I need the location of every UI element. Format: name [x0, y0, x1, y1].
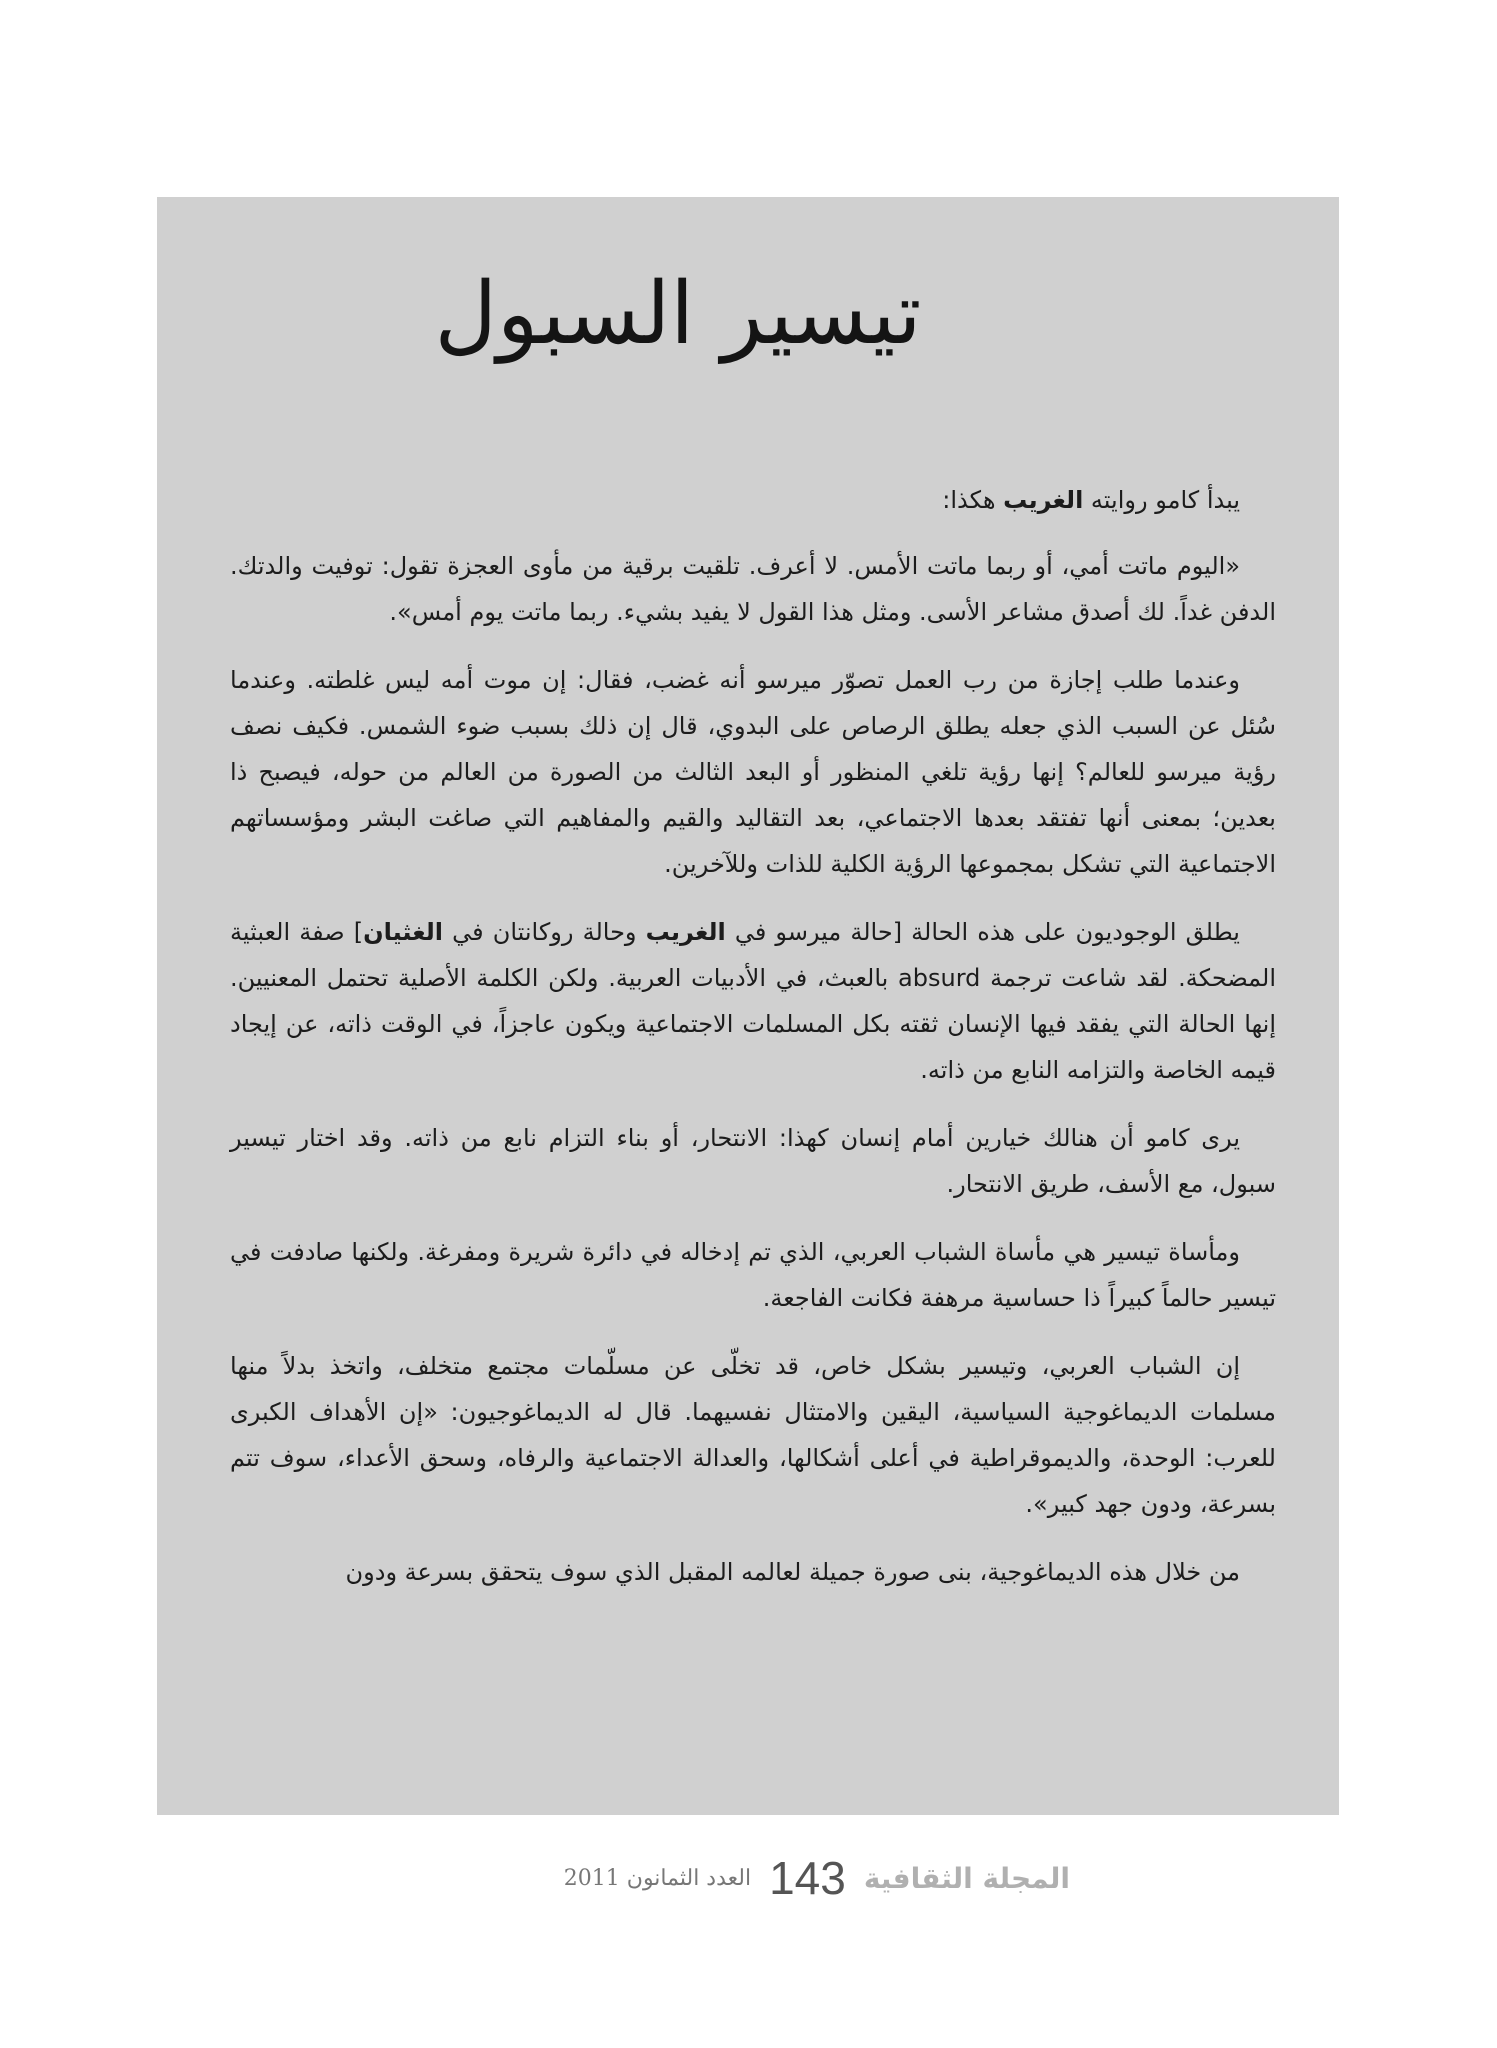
article-body: [230, 477, 1276, 1617]
article-title: تيسير السبول: [434, 264, 922, 364]
para3-part4: بالعبث، في الأدبيات العربية. ولكن الكلمة الأصلية تحتمل المعنيين. إنها الحالة التي يفقد فيها الإنسان ثقته بكل المسلمات الاجتماعية ويكون عاجزاً، في الوقت ذاته، عن إيجاد قيمه الخاصة والتزامه النابع من ذاته.: [230, 964, 1276, 1084]
page-footer: [430, 1853, 1070, 1903]
meursault-paragraph: وعندما طلب إجازة من رب العمل تصوّر ميرسو أنه غضب، فقال: إن موت أمه ليس غلطته. وعندما سُئل عن السبب الذي جعله يطلق الرصاص على البدوي، قال إن ذلك بسبب ضوء الشمس. فكيف نصف رؤية ميرسو للعالم؟ إنها رؤية تلغي المنظور أو البعد الثالث من الصورة من العالم من حوله، فيصبح ذا بعدين؛ بمعنى أنها تفتقد بعدها الاجتماعي، بعد التقاليد والقيم والمفاهيم التي صاغت البشر ومؤسساتهم الاجتماعية التي تشكل بمجموعها الرؤية الكلية للذات وللآخرين.: [230, 666, 1276, 878]
novel-title-stranger-2: الغريب: [645, 918, 726, 946]
arab-youth-paragraph: إن الشباب العربي، وتيسير بشكل خاص، قد تخلّى عن مسلّمات مجتمع متخلف، واتخذ بدلاً منها مسلمات الديماغوجية السياسية، اليقين والامتثال نفسيهما. قال له الديماغوجيون: «إن الأهداف الكبرى للعرب: الوحدة، والديموقراطية في أعلى أشكالها، والعدالة الاجتماعية والرفاه، وسحق الأعداء، سوف تتم بسرعة، ودون جهد كبير».: [230, 1352, 1276, 1518]
tragedy-paragraph: ومأساة تيسير هي مأساة الشباب العربي، الذي تم إدخاله في دائرة شريرة ومفرغة. ولكنها صادفت في تيسير حالماً كبيراً ذا حساسية مرهفة فكانت الفاجعة.: [230, 1238, 1276, 1312]
novel-title-nausea: الغثيان: [363, 918, 443, 946]
existentialists-paragraph: [230, 909, 1276, 1093]
intro-paragraph: [230, 477, 1276, 523]
camus-choices-paragraph: يرى كامو أن هنالك خيارين أمام إنسان كهذا: الانتحار، أو بناء التزام نابع من ذاته. وقد اختار تيسير سبول، مع الأسف، طريق الانتحار.: [230, 1124, 1276, 1198]
term-absurd: absurd: [898, 964, 981, 992]
para3-part1: يطلق الوجوديون على هذه الحالة [حالة ميرسو في: [725, 918, 1240, 946]
magazine-name: المجلة الثقافية: [863, 1861, 1070, 1895]
intro-text-before: يبدأ كامو روايته: [1083, 486, 1240, 514]
issue-label: العدد الثمانون 2011: [563, 1865, 752, 1891]
page-number: 143: [769, 1852, 846, 1904]
camus-quote-paragraph: «اليوم ماتت أمي، أو ربما ماتت الأمس. لا أعرف. تلقيت برقية من مأوى العجزة تقول: توفيت والدتك. الدفن غداً. لك أصدق مشاعر الأسى. ومثل هذا القول لا يفيد بشيء. ربما ماتت يوم أمس».: [230, 552, 1276, 626]
demagoguery-paragraph: من خلال هذه الديماغوجية، بنى صورة جميلة لعالمه المقبل الذي سوف يتحقق بسرعة ودون: [345, 1558, 1240, 1586]
intro-text-after: هكذا:: [942, 486, 1004, 514]
para3-part2: وحالة روكانتان في: [443, 918, 646, 946]
article-panel: [157, 197, 1339, 1815]
novel-title-stranger: الغريب: [1003, 486, 1084, 514]
para3-part3: ] صفة العبثية المضحكة. لقد شاعت ترجمة: [230, 918, 1276, 992]
